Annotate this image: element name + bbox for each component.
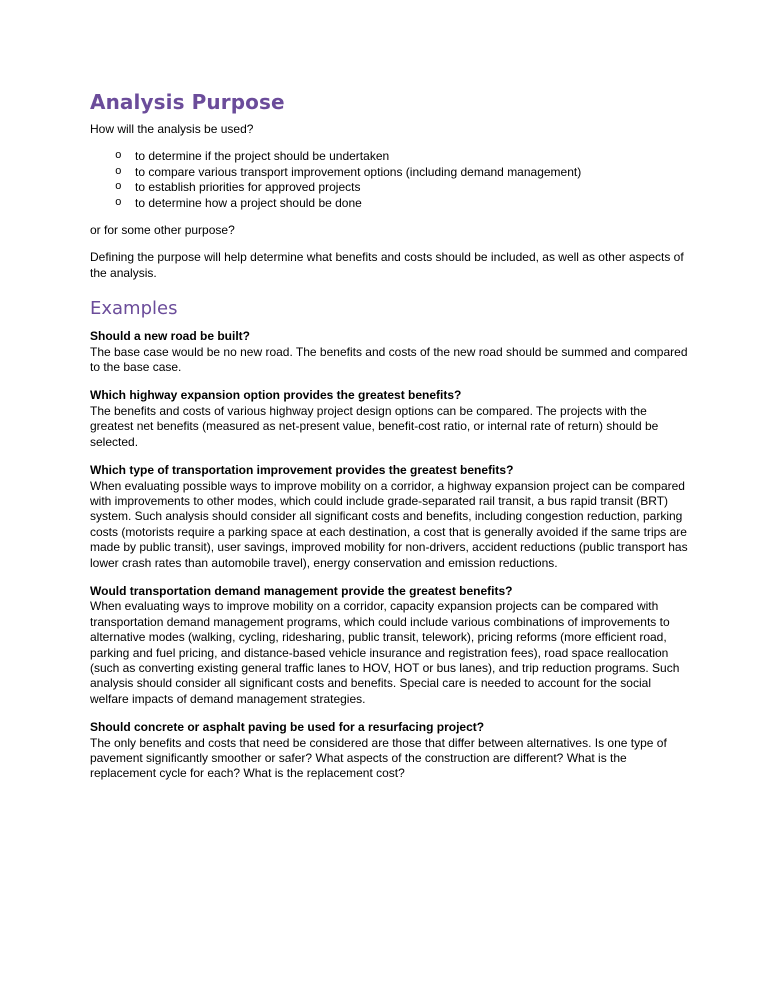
examples-heading: Examples (90, 298, 178, 320)
example-answer: When evaluating possible ways to improve mobility on a corridor, a highway expansion project can be compared with improvements to other modes, which could include grade-separated rail transit, a bus rapid transit (BRT) system. Such analysis should consider all significant costs and benefits, including congestion reduction, parking costs (motorists require a parking space at each destination, a cost that is generally avoided if the same trips are made by public transit), user savings, improved mobility for non-drivers, accident reductions (public transport has lower crash rates than automobile travel), energy conservation and emission reductions. (90, 478, 688, 570)
bullet-marker: o (115, 150, 122, 163)
example-question: Should concrete or asphalt paving be used for a resurfacing project? (90, 720, 485, 735)
example-answer: The benefits and costs of various highway project design options can be compared. The projects with the greatest net benefits (measured as net-present value, benefit-cost ratio, or internal rate of return) should be selected. (90, 403, 659, 449)
analysis-intro: How will the analysis be used? (90, 122, 254, 136)
defining-purpose-paragraph: Defining the purpose will help determine what benefits and costs should be included, as well as other aspects of the analysis. (90, 250, 684, 280)
example-highway-expansion (90, 388, 690, 450)
bullet-text: to establish priorities for approved projects (135, 180, 361, 195)
bullet-text: to compare various transport improvement options (including demand management) (135, 164, 582, 179)
example-answer: The only benefits and costs that need be considered are those that differ between alternatives. Is one type of pavement significantly smoother or safer? What aspects of the construction are different? What is the replacement cycle for each? What is the replacement cost? (90, 735, 667, 781)
example-demand-management (90, 584, 690, 707)
example-transportation-improvement (90, 463, 690, 571)
other-purpose-text: or for some other purpose? (90, 223, 235, 238)
bullet-marker: o (115, 181, 122, 194)
analysis-purpose-heading: Analysis Purpose (90, 90, 285, 114)
bullet-marker: o (115, 165, 122, 178)
list-item (90, 149, 690, 164)
purpose-bullet-list (90, 149, 690, 211)
example-question: Which type of transportation improvement provides the greatest benefits? (90, 463, 514, 478)
list-item (90, 165, 690, 180)
bullet-marker: o (115, 196, 122, 209)
example-answer: When evaluating ways to improve mobility on a corridor, capacity expansion projects can be compared with transportation demand management programs, which could include various combinations of improvements to alternative modes (walking, cycling, ridesharing, public transit, telework), pricing reforms (more efficient road, parking and fuel pricing, and distance-based vehicle insurance and registration fees), road space reallocation (such as converting existing general traffic lanes to HOV, HOT or bus lanes), and trip reduction programs. Such analysis should consider all significant costs and benefits. Special care is needed to account for the social welfare impacts of demand management strategies. (90, 599, 680, 706)
example-question: Would transportation demand management provide the greatest benefits? (90, 583, 513, 598)
document-page (90, 88, 690, 795)
bullet-text: to determine if the project should be undertaken (135, 149, 390, 164)
list-item (90, 196, 690, 211)
example-question: Should a new road be built? (90, 329, 251, 344)
example-paving (90, 720, 690, 782)
example-answer: The base case would be no new road. The benefits and costs of the new road should be summed and compared to the base case. (90, 344, 688, 375)
bullet-text: to determine how a project should be done (135, 195, 362, 210)
list-item (90, 180, 690, 195)
example-question: Which highway expansion option provides the greatest benefits? (90, 388, 462, 403)
example-new-road (90, 329, 690, 375)
